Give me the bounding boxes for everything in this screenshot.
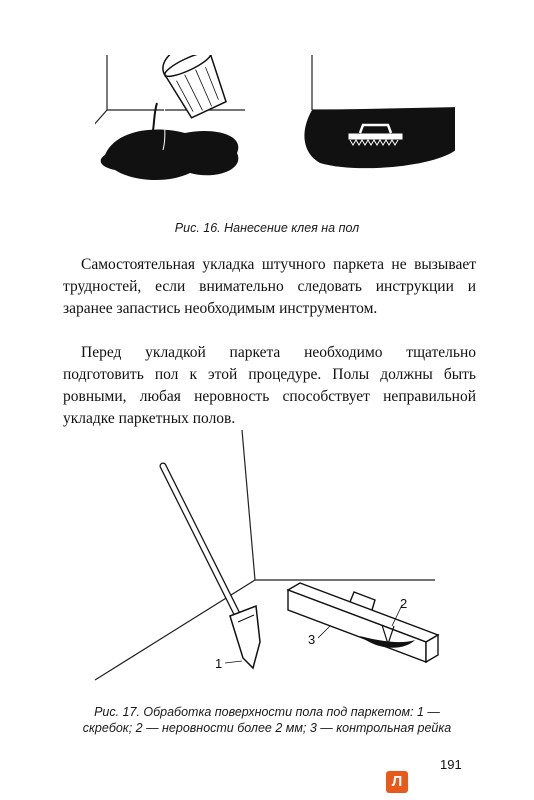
paragraph-1: Самостоятельная укладка штучного паркета не вызывает трудностей, если внимательно следовать инструкции и заранее запастись необходимым инструментом. bbox=[63, 256, 476, 317]
figure-17-caption-line-1: Рис. 17. Обработка поверхности пола под паркетом: 1 — bbox=[94, 705, 440, 719]
figure-17 bbox=[60, 430, 480, 685]
figure-17-label-1: 1 bbox=[215, 656, 223, 671]
figure-17-label-3: 3 bbox=[308, 632, 316, 647]
publisher-logo-badge: Л bbox=[386, 771, 408, 793]
scraper-tool-drawing bbox=[163, 466, 260, 668]
figure-16 bbox=[95, 55, 455, 215]
figure-17-caption-line-2: скребок; 2 — неровности более 2 мм; 3 — контрольная рейка bbox=[82, 721, 452, 735]
bucket-pouring-glue-illustration bbox=[95, 55, 245, 180]
figure-17-label-2: 2 bbox=[400, 596, 408, 611]
page-number: 191 bbox=[440, 757, 462, 772]
figure-16-caption: Рис. 16. Нанесение клея на пол bbox=[174, 221, 360, 235]
control-rail-drawing bbox=[288, 583, 438, 662]
paragraph-2: Перед укладкой паркета необходимо тщательно подготовить пол к этой процедуре. Полы должны быть ровными, любая неровность способствует неправильной укладке паркетных полов. bbox=[63, 344, 476, 427]
trowel-spreading-glue-illustration bbox=[304, 55, 455, 168]
